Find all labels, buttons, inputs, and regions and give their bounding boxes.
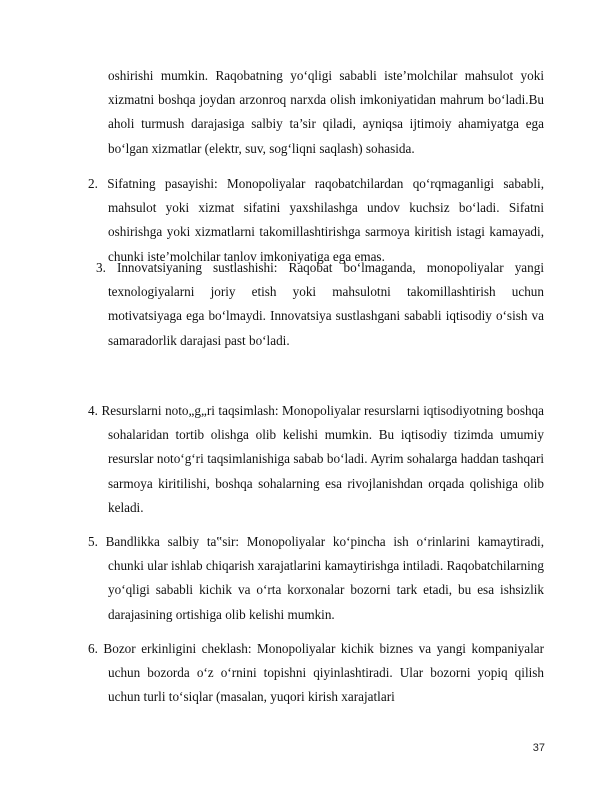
list-item-3: 3. Innovatsiyaning sustlashishi: Raqobat bo‘lmaganda, monopoliyalar yangi texnologiyalarni joriy etish yoki mahsulotni takomillashtirish uchun motivatsiyaga ega bo‘lmaydi. Innovatsiya sustlashgani sababli iqtisodiy o‘sish va samaradorlik darajasi past bo‘ladi. bbox=[96, 260, 544, 348]
page-number: 37 bbox=[532, 742, 545, 754]
continuation-paragraph: oshirishi mumkin. Raqobatning yo‘qligi sababli iste’molchilar mahsulot yoki xizmatni boshqa joydan arzonroq narxda olish imkoniyatidan mahrum bo‘ladi.Bu aholi turmush darajasiga salbiy ta’sir qiladi, ayniqsa ijtimoiy ahamiyatga ega bo‘lgan xizmatlar (elektr, suv, sog‘liqni saqlash) sohasida. bbox=[108, 68, 544, 156]
list-item-2: 2. Sifatning pasayishi: Monopoliyalar raqobatchilardan qo‘rqmaganligi sababli, mahsulot yoki xizmat sifatini yaxshilashga undov kuchsiz bo‘ladi. Sifatni oshirishga yoki xizmatlarni takomillashtirishga sarmoya kiritish istagi kamayadi, chunki iste’molchilar tanlov imkoniyatiga ega emas. bbox=[88, 176, 544, 264]
list-item-5: 5. Bandlikka salbiy ta‟sir: Monopoliyalar ko‘pincha ish o‘rinlarini kamaytiradi, chunki ular ishlab chiqarish xarajatlarini kamaytirishga intiladi. Raqobatchilarning yo‘qligi sababli kichik va o‘rta korxonalar bozorni tark etadi, bu esa ishsizlik darajasining ortishiga olib kelishi mumkin. bbox=[88, 534, 544, 622]
list-item-6: 6. Bozor erkinligini cheklash: Monopoliyalar kichik biznes va yangi kompaniyalar uchun bozorda o‘z o‘rnini topishni qiyinlashtiradi. Ular bozorni yopiq qilish uchun turli to‘siqlar (masalan, yuqori kirish xarajatlari bbox=[88, 641, 544, 705]
list-item-4: 4. Resurslarni noto„g„ri taqsimlash: Monopoliyalar resurslarni iqtisodiyotning boshqa sohalaridan tortib olishga olib kelishi mumkin. Bu iqtisodiy tizimda umumiy resurslar noto‘g‘ri taqsimlanishiga sabab bo‘ladi. Ayrim sohalarga haddan tashqari sarmoya kiritilishi, boshqa sohalarning esa rivojlanishdan orqada qolishiga olib keladi. bbox=[88, 403, 544, 515]
